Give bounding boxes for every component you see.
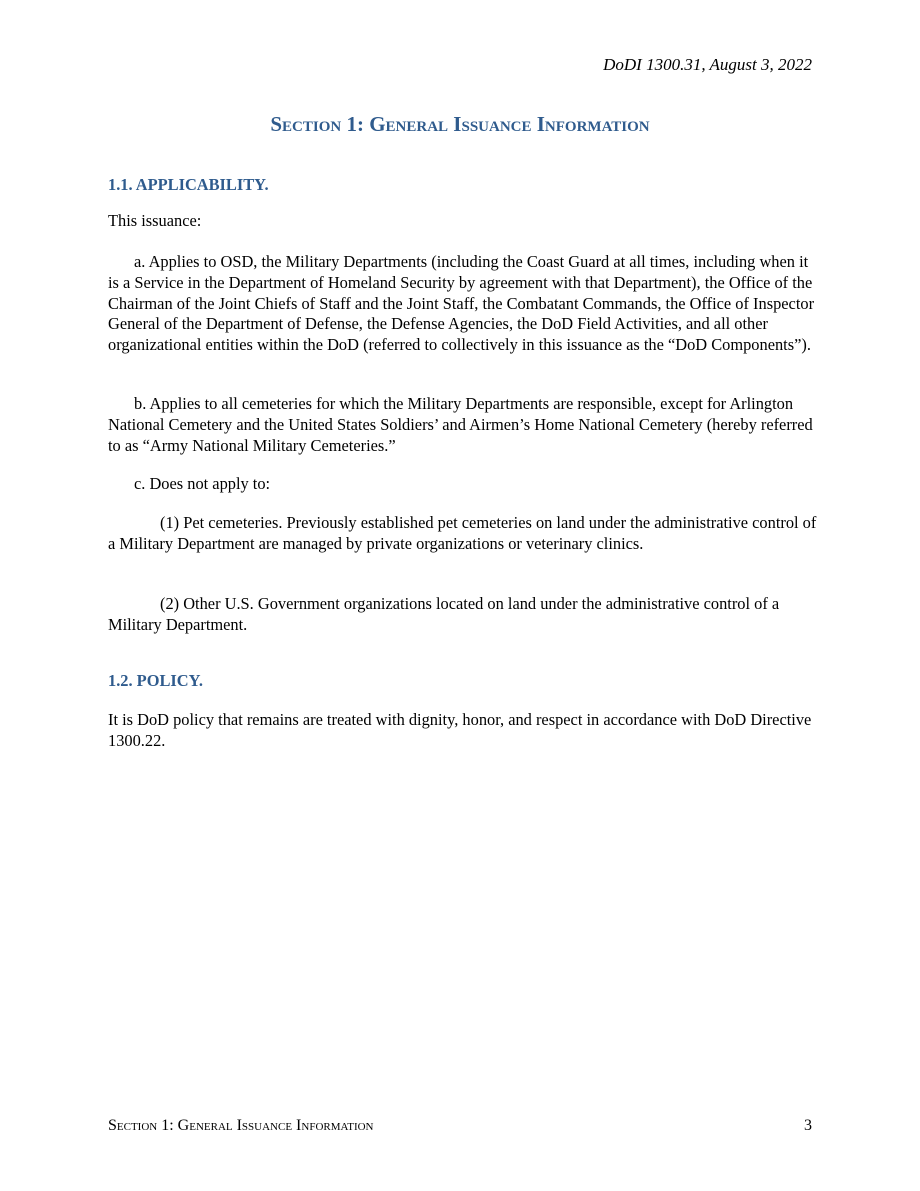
policy-text: It is DoD policy that remains are treated with dignity, honor, and respect in accordance with DoD Directive 1300.22.: [108, 710, 812, 750]
applicability-item-c2: (2) Other U.S. Government organizations located on land under the administrative control of a Military Department.: [108, 594, 780, 634]
section-title: Section 1: General Issuance Information: [270, 112, 650, 136]
running-header: DoDI 1300.31, August 3, 2022: [603, 55, 812, 74]
applicability-item-b: b. Applies to all cemeteries for which the Military Departments are responsible, except for Arlington National Cemetery and the United States Soldiers’ and Airmen’s Home National Cemetery (hereby referred to as “Army National Military Cemeteries.”: [108, 394, 813, 455]
applicability-intro: This issuance:: [108, 211, 202, 230]
footer-section-label: Section 1: General Issuance Information: [108, 1117, 374, 1134]
applicability-item-c1: (1) Pet cemeteries. Previously established pet cemeteries on land under the administrative control of a Military Department are managed by private organizations or veterinary clinics.: [108, 513, 817, 553]
applicability-heading: 1.1. APPLICABILITY.: [108, 175, 269, 194]
page-number: 3: [804, 1117, 812, 1134]
applicability-item-c: c. Does not apply to:: [134, 474, 271, 493]
policy-heading: 1.2. POLICY.: [108, 671, 204, 690]
applicability-item-a: a. Applies to OSD, the Military Departments (including the Coast Guard at all times, including when it is a Service in the Department of Homeland Security by agreement with that Department), the Office of the Chairman of the Joint Chiefs of Staff and the Joint Staff, the Combatant Commands, the Office of Inspector General of the Department of Defense, the Defense Agencies, the DoD Field Activities, and all other organizational entities within the DoD (referred to collectively in this issuance as the “DoD Components”).: [108, 252, 815, 355]
